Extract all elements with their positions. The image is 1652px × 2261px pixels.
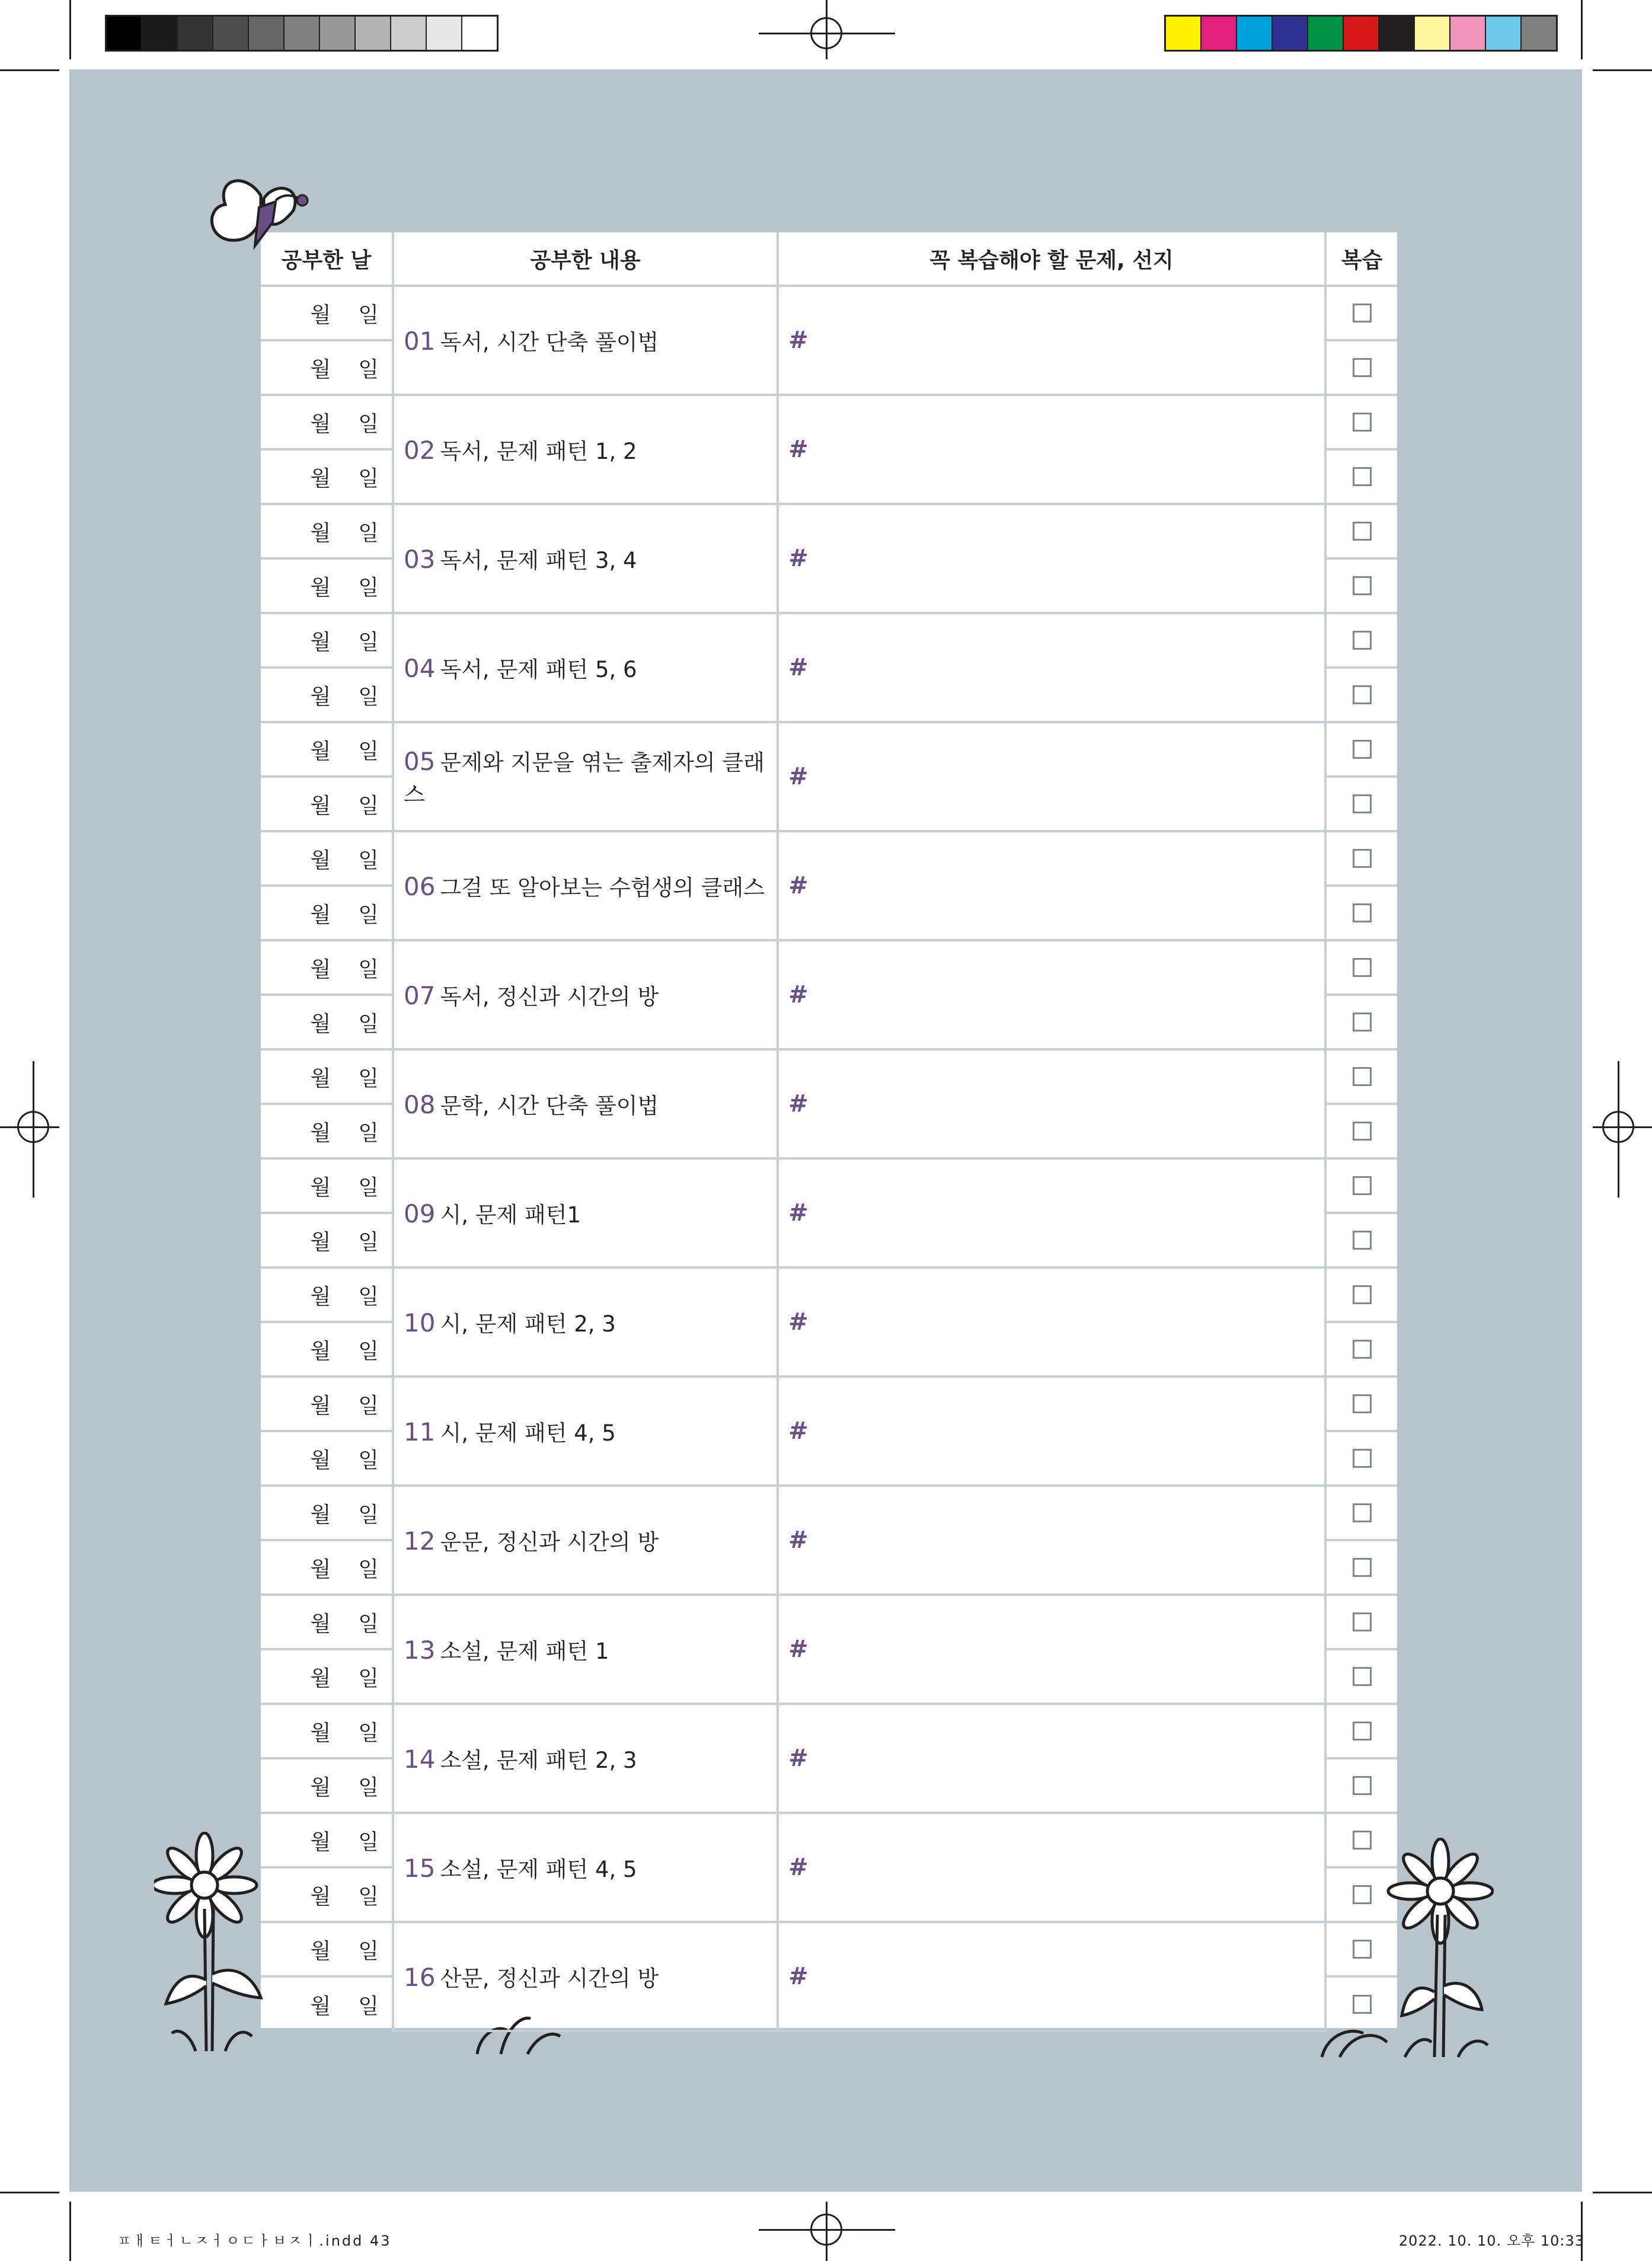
- gray-swatch: [213, 17, 249, 50]
- color-swatch: [1344, 17, 1379, 50]
- memo-cell[interactable]: [778, 395, 1325, 504]
- table-row: [261, 1704, 1397, 1758]
- review-cell: [1325, 1431, 1397, 1486]
- review-checkbox[interactable]: [1353, 849, 1372, 868]
- day-label: 일: [358, 411, 380, 436]
- gray-swatch: [462, 17, 497, 50]
- lesson-title: [393, 1267, 778, 1377]
- date-cell[interactable]: [261, 668, 393, 722]
- lesson-number: 15: [404, 1854, 436, 1883]
- lesson-number: 06: [404, 872, 436, 901]
- review-checkbox[interactable]: [1353, 358, 1372, 377]
- date-cell[interactable]: [261, 1595, 393, 1649]
- lesson-title: [393, 1922, 778, 2031]
- review-checkbox[interactable]: [1353, 1995, 1372, 2014]
- month-label: 월: [310, 1884, 333, 1909]
- header-date: 공부한 날: [261, 232, 393, 286]
- color-swatch: [1415, 17, 1450, 50]
- review-cell: [1325, 1322, 1397, 1377]
- crop-mark: [0, 2192, 59, 2193]
- lesson-text: 시, 문제 패턴 2, 3: [440, 1311, 616, 1337]
- table-row: [261, 1158, 1397, 1213]
- lesson-text: 독서, 문제 패턴 1, 2: [440, 439, 637, 464]
- month-label: 월: [310, 302, 333, 327]
- day-label: 일: [358, 739, 380, 764]
- review-cell: [1325, 1158, 1397, 1213]
- review-cell: [1325, 1758, 1397, 1813]
- lesson-text: 운문, 정신과 시간의 방: [440, 1529, 659, 1555]
- month-label: 월: [310, 1284, 333, 1309]
- lesson-title: [393, 613, 778, 722]
- review-cell: [1325, 286, 1397, 340]
- table-row: [261, 722, 1397, 777]
- date-cell[interactable]: [261, 558, 393, 613]
- table-row: [261, 286, 1397, 340]
- lesson-number: 08: [404, 1090, 436, 1119]
- review-checkbox[interactable]: [1353, 1776, 1372, 1795]
- review-cell: [1325, 777, 1397, 831]
- day-label: 일: [358, 1120, 380, 1145]
- month-label: 월: [310, 1720, 333, 1745]
- month-label: 월: [310, 1994, 333, 2019]
- memo-marker: #: [788, 436, 809, 463]
- lesson-text: 독서, 시간 단축 풀이법: [440, 330, 659, 355]
- memo-marker: #: [788, 1854, 809, 1881]
- gray-swatch: [391, 17, 427, 50]
- table-row: [261, 1377, 1397, 1431]
- memo-cell[interactable]: [778, 1922, 1325, 2031]
- crop-mark: [0, 69, 59, 71]
- day-label: 일: [358, 957, 380, 982]
- review-cell: [1325, 1540, 1397, 1595]
- lesson-number: 05: [404, 747, 436, 776]
- memo-cell[interactable]: [778, 286, 1325, 395]
- gray-swatch: [285, 17, 320, 50]
- review-checkbox[interactable]: [1353, 1885, 1372, 1904]
- month-label: 월: [310, 1339, 333, 1363]
- registration-mark: [1602, 1111, 1634, 1143]
- day-label: 일: [358, 1666, 380, 1691]
- lesson-text: 소설, 문제 패턴 1: [440, 1639, 609, 1664]
- review-checkbox[interactable]: [1353, 1067, 1372, 1086]
- date-cell[interactable]: [261, 1486, 393, 1540]
- date-cell[interactable]: [261, 1267, 393, 1322]
- review-cell: [1325, 1813, 1397, 1867]
- review-cell: [1325, 886, 1397, 940]
- date-cell[interactable]: [261, 1867, 393, 1922]
- day-label: 일: [358, 357, 380, 382]
- table-row: [261, 504, 1397, 558]
- color-swatch: [1308, 17, 1344, 50]
- month-label: 월: [310, 1448, 333, 1473]
- color-swatch: [1486, 17, 1522, 50]
- table-header-row: [261, 232, 1397, 286]
- review-cell: [1325, 668, 1397, 722]
- memo-marker: #: [788, 1745, 809, 1772]
- month-label: 월: [310, 684, 333, 709]
- gray-swatch: [249, 17, 285, 50]
- day-label: 일: [358, 1557, 380, 1582]
- month-label: 월: [310, 1666, 333, 1691]
- day-label: 일: [358, 1611, 380, 1636]
- review-cell: [1325, 449, 1397, 504]
- lesson-text: 독서, 문제 패턴 5, 6: [440, 657, 637, 682]
- memo-cell[interactable]: [778, 722, 1325, 831]
- lesson-title: [393, 1377, 778, 1486]
- memo-cell[interactable]: [778, 613, 1325, 722]
- month-label: 월: [310, 1939, 333, 1963]
- lesson-text: 문학, 시간 단축 풀이법: [440, 1093, 659, 1119]
- memo-cell[interactable]: [778, 1377, 1325, 1486]
- lesson-text: 소설, 문제 패턴 2, 3: [440, 1748, 637, 1773]
- review-checkbox[interactable]: [1353, 413, 1372, 432]
- month-label: 월: [310, 630, 333, 654]
- date-cell[interactable]: [261, 1813, 393, 1867]
- review-checkbox[interactable]: [1353, 467, 1372, 486]
- memo-marker: #: [788, 981, 809, 1008]
- gray-scale-bar: [105, 15, 499, 52]
- review-checkbox[interactable]: [1353, 794, 1372, 813]
- day-label: 일: [358, 1230, 380, 1254]
- crop-mark: [1593, 69, 1652, 71]
- memo-cell[interactable]: [778, 940, 1325, 1049]
- month-label: 월: [310, 739, 333, 764]
- lesson-text: 시, 문제 패턴 4, 5: [440, 1420, 616, 1446]
- memo-marker: #: [788, 1527, 809, 1554]
- month-label: 월: [310, 1775, 333, 1800]
- lesson-title: [393, 722, 778, 831]
- table-row: [261, 1813, 1397, 1867]
- day-label: 일: [358, 1829, 380, 1854]
- review-cell: [1325, 1595, 1397, 1649]
- month-label: 월: [310, 1066, 333, 1091]
- crop-mark: [1581, 0, 1583, 59]
- review-checkbox[interactable]: [1353, 1122, 1372, 1141]
- review-checkbox[interactable]: [1353, 1013, 1372, 1031]
- lesson-number: 09: [404, 1199, 436, 1228]
- month-label: 월: [310, 1230, 333, 1254]
- table-row: [261, 395, 1397, 449]
- day-label: 일: [358, 1994, 380, 2019]
- month-label: 월: [310, 411, 333, 436]
- memo-cell[interactable]: [778, 1267, 1325, 1377]
- lesson-title: [393, 1813, 778, 1922]
- table-row: [261, 1922, 1397, 1976]
- month-label: 월: [310, 848, 333, 873]
- date-cell[interactable]: [261, 449, 393, 504]
- memo-marker: #: [788, 1199, 809, 1227]
- review-checkbox[interactable]: [1353, 1340, 1372, 1359]
- lesson-title: [393, 504, 778, 613]
- header-problems: 꼭 복습해야 할 문제, 선지: [778, 232, 1325, 286]
- day-label: 일: [358, 1175, 380, 1200]
- lesson-number: 16: [404, 1963, 436, 1992]
- table-row: [261, 1267, 1397, 1322]
- month-label: 월: [310, 1175, 333, 1200]
- month-label: 월: [310, 1120, 333, 1145]
- review-checkbox[interactable]: [1353, 576, 1372, 595]
- day-label: 일: [358, 1284, 380, 1309]
- color-swatch: [1166, 17, 1202, 50]
- date-cell[interactable]: [261, 1377, 393, 1431]
- date-cell[interactable]: [261, 1049, 393, 1104]
- review-cell: [1325, 1104, 1397, 1158]
- review-checkbox[interactable]: [1353, 1612, 1372, 1631]
- month-label: 월: [310, 357, 333, 382]
- lesson-number: 14: [404, 1745, 436, 1774]
- month-label: 월: [310, 793, 333, 818]
- review-cell: [1325, 1922, 1397, 1976]
- month-label: 월: [310, 957, 333, 982]
- table-row: [261, 940, 1397, 995]
- lesson-title: [393, 1158, 778, 1267]
- lesson-title: [393, 1595, 778, 1704]
- memo-marker: #: [788, 654, 809, 681]
- date-cell[interactable]: [261, 1649, 393, 1704]
- date-cell[interactable]: [261, 940, 393, 995]
- crop-mark: [1593, 2192, 1652, 2193]
- date-cell[interactable]: [261, 722, 393, 777]
- memo-cell[interactable]: [778, 1813, 1325, 1922]
- review-cell: [1325, 613, 1397, 668]
- gray-swatch: [356, 17, 391, 50]
- review-cell: [1325, 1704, 1397, 1758]
- crop-mark: [69, 2202, 71, 2261]
- lesson-text: 소설, 문제 패턴 4, 5: [440, 1857, 637, 1882]
- month-label: 월: [310, 520, 333, 545]
- lesson-number: 04: [404, 654, 436, 683]
- lesson-text: 독서, 정신과 시간의 방: [440, 984, 659, 1010]
- review-checkbox[interactable]: [1353, 631, 1372, 650]
- review-checkbox[interactable]: [1353, 522, 1372, 541]
- lesson-text: 그걸 또 알아보는 수험생의 클래스: [440, 875, 765, 900]
- day-label: 일: [358, 1011, 380, 1036]
- gray-swatch: [142, 17, 178, 50]
- color-swatch: [1450, 17, 1486, 50]
- memo-cell[interactable]: [778, 1486, 1325, 1595]
- month-label: 월: [310, 1011, 333, 1036]
- memo-marker: #: [788, 1417, 809, 1445]
- month-label: 월: [310, 1393, 333, 1418]
- month-label: 월: [310, 466, 333, 491]
- review-cell: [1325, 722, 1397, 777]
- lesson-number: 07: [404, 981, 436, 1010]
- gray-swatch: [107, 17, 142, 50]
- memo-cell[interactable]: [778, 504, 1325, 613]
- review-cell: [1325, 940, 1397, 995]
- day-label: 일: [358, 793, 380, 818]
- date-cell[interactable]: [261, 1922, 393, 1976]
- review-checkbox[interactable]: [1353, 304, 1372, 322]
- review-checkbox[interactable]: [1353, 1831, 1372, 1850]
- review-checkbox[interactable]: [1353, 958, 1372, 977]
- date-cell[interactable]: [261, 1158, 393, 1213]
- review-cell: [1325, 395, 1397, 449]
- date-cell[interactable]: [261, 777, 393, 831]
- review-checkbox[interactable]: [1353, 1558, 1372, 1577]
- table-row: [261, 613, 1397, 668]
- review-checkbox[interactable]: [1353, 1285, 1372, 1304]
- review-checkbox[interactable]: [1353, 740, 1372, 759]
- gray-swatch: [320, 17, 356, 50]
- gray-swatch: [178, 17, 213, 50]
- lesson-number: 12: [404, 1527, 436, 1556]
- review-cell: [1325, 1486, 1397, 1540]
- review-cell: [1325, 995, 1397, 1049]
- date-cell[interactable]: [261, 613, 393, 668]
- gray-swatch: [427, 17, 462, 50]
- memo-marker: #: [788, 872, 809, 899]
- review-checkbox[interactable]: [1353, 1394, 1372, 1413]
- day-label: 일: [358, 1339, 380, 1363]
- day-label: 일: [358, 1720, 380, 1745]
- day-label: 일: [358, 684, 380, 709]
- footer-timestamp: 2022. 10. 10. 오후 10:33: [1398, 2233, 1584, 2249]
- date-cell[interactable]: [261, 1704, 393, 1758]
- date-cell[interactable]: [261, 995, 393, 1049]
- day-label: 일: [358, 575, 380, 600]
- memo-cell[interactable]: [778, 1049, 1325, 1158]
- day-label: 일: [358, 1775, 380, 1800]
- review-cell: [1325, 1976, 1397, 2031]
- month-label: 월: [310, 575, 333, 600]
- memo-marker: #: [788, 327, 809, 354]
- date-cell[interactable]: [261, 1758, 393, 1813]
- header-review: 복습: [1325, 232, 1397, 286]
- review-cell: [1325, 1649, 1397, 1704]
- lesson-number: 11: [404, 1417, 436, 1446]
- review-cell: [1325, 504, 1397, 558]
- color-calibration-bar: [1164, 15, 1558, 52]
- day-label: 일: [358, 1066, 380, 1091]
- review-checkbox[interactable]: [1353, 1176, 1372, 1195]
- review-cell: [1325, 831, 1397, 886]
- table-row: [261, 1595, 1397, 1649]
- memo-cell[interactable]: [778, 1158, 1325, 1267]
- lesson-title: [393, 1486, 778, 1595]
- date-cell[interactable]: [261, 1431, 393, 1486]
- month-label: 월: [310, 1611, 333, 1636]
- crop-mark: [69, 0, 71, 59]
- study-log-table: [261, 232, 1397, 2032]
- day-label: 일: [358, 1393, 380, 1418]
- date-cell[interactable]: [261, 886, 393, 940]
- memo-cell[interactable]: [778, 1704, 1325, 1813]
- day-label: 일: [358, 630, 380, 654]
- day-label: 일: [358, 848, 380, 873]
- day-label: 일: [358, 1502, 380, 1527]
- lesson-title: [393, 395, 778, 504]
- lesson-number: 03: [404, 545, 436, 574]
- footer-file-name: ㅍㅐㅌㅓㄴㅈㅓㅇㄷㅏㅂㅈㅣ.indd 43: [117, 2233, 392, 2249]
- review-cell: [1325, 1267, 1397, 1322]
- registration-mark: [17, 1111, 49, 1143]
- date-cell[interactable]: [261, 1540, 393, 1595]
- memo-cell[interactable]: [778, 831, 1325, 940]
- lesson-text: 독서, 문제 패턴 3, 4: [440, 548, 637, 573]
- date-cell[interactable]: [261, 286, 393, 340]
- color-swatch: [1202, 17, 1237, 50]
- day-label: 일: [358, 902, 380, 927]
- memo-cell[interactable]: [778, 1595, 1325, 1704]
- review-checkbox[interactable]: [1353, 1940, 1372, 1959]
- date-cell[interactable]: [261, 1976, 393, 2031]
- review-checkbox[interactable]: [1353, 1722, 1372, 1741]
- color-swatch: [1522, 17, 1556, 50]
- lesson-number: 02: [404, 436, 436, 465]
- date-cell[interactable]: [261, 1322, 393, 1377]
- month-label: 월: [310, 902, 333, 927]
- review-cell: [1325, 558, 1397, 613]
- lesson-number: 10: [404, 1308, 436, 1337]
- review-cell: [1325, 1213, 1397, 1267]
- review-checkbox[interactable]: [1353, 685, 1372, 704]
- day-label: 일: [358, 1939, 380, 1963]
- date-cell[interactable]: [261, 831, 393, 886]
- memo-marker: #: [788, 763, 809, 790]
- review-cell: [1325, 340, 1397, 395]
- memo-marker: #: [788, 1963, 809, 1990]
- registration-mark: [810, 2214, 842, 2246]
- lesson-text: 문제와 지문을 엮는 출제자의 클래스: [404, 750, 765, 807]
- month-label: 월: [310, 1829, 333, 1854]
- review-cell: [1325, 1867, 1397, 1922]
- lesson-title: [393, 831, 778, 940]
- registration-mark: [810, 17, 842, 49]
- table-row: [261, 831, 1397, 886]
- lesson-number: 13: [404, 1636, 436, 1665]
- date-cell[interactable]: [261, 1104, 393, 1158]
- table-row: [261, 1486, 1397, 1540]
- lesson-text: 산문, 정신과 시간의 방: [440, 1966, 659, 1991]
- lesson-title: [393, 940, 778, 1049]
- lesson-text: 시, 문제 패턴1: [440, 1202, 581, 1228]
- review-checkbox[interactable]: [1353, 1449, 1372, 1468]
- header-content: 공부한 내용: [393, 232, 778, 286]
- lesson-title: [393, 1704, 778, 1813]
- memo-marker: #: [788, 1636, 809, 1663]
- review-cell: [1325, 1377, 1397, 1431]
- lesson-title: [393, 1049, 778, 1158]
- memo-marker: #: [788, 1308, 809, 1336]
- day-label: 일: [358, 1448, 380, 1473]
- date-cell[interactable]: [261, 504, 393, 558]
- review-checkbox[interactable]: [1353, 903, 1372, 922]
- table-row: [261, 1049, 1397, 1104]
- date-cell[interactable]: [261, 1213, 393, 1267]
- review-cell: [1325, 1049, 1397, 1104]
- month-label: 월: [310, 1557, 333, 1582]
- day-label: 일: [358, 520, 380, 545]
- review-checkbox[interactable]: [1353, 1667, 1372, 1686]
- review-checkbox[interactable]: [1353, 1503, 1372, 1522]
- date-cell[interactable]: [261, 395, 393, 449]
- memo-marker: #: [788, 545, 809, 572]
- date-cell[interactable]: [261, 340, 393, 395]
- review-checkbox[interactable]: [1353, 1231, 1372, 1250]
- color-swatch: [1273, 17, 1308, 50]
- day-label: 일: [358, 302, 380, 327]
- lesson-title: [393, 286, 778, 395]
- lesson-number: 01: [404, 327, 436, 356]
- memo-marker: #: [788, 1090, 809, 1117]
- day-label: 일: [358, 466, 380, 491]
- color-swatch: [1237, 17, 1273, 50]
- month-label: 월: [310, 1502, 333, 1527]
- color-swatch: [1379, 17, 1415, 50]
- day-label: 일: [358, 1884, 380, 1909]
